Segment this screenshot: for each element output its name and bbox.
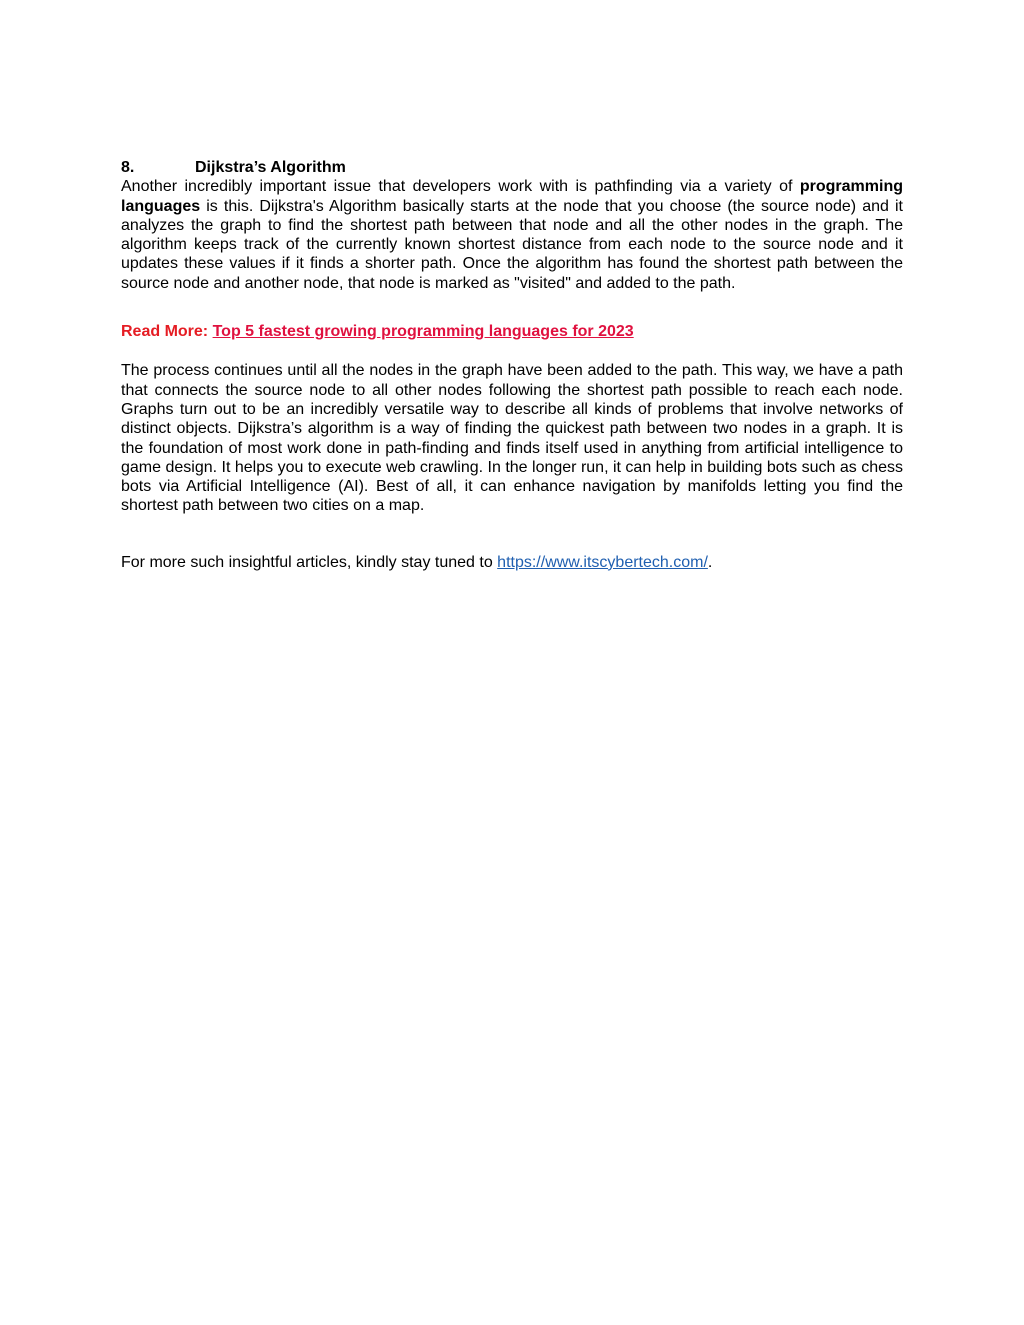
section-number: 8. bbox=[121, 159, 135, 176]
intro-text-part2: is this. Dijkstra's Algorithm basically starts at the node that you choose (the source node) and it analyzes the graph to find the shortest path between that node and all the other nodes in the graph. The algorithm keeps track of the currently known shortest distance from each node to the source node and it updates these values if it finds a shorter path. Once the algorithm has found the shortest path between the source node and another node, that node is marked as "visited" and added to the path. bbox=[121, 197, 903, 292]
footer-end: . bbox=[707, 553, 713, 571]
intro-bold-term: programming languages bbox=[121, 178, 903, 215]
body-paragraph: The process continues until all the nodes in the graph have been added to the path. This way, we have a path that connects the source node to all other nodes following the shortest path possible to reach each node. Graphs turn out to be an incredibly versatile way to describe all kinds of problems that involve networks of distinct objects. Dijkstra’s algorithm is a way of finding the quickest path between two nodes in a graph. It is the foundation of most work done in path-finding and finds itself used in anything from artificial intelligence to game design. It helps you to execute web crawling. In the longer run, it can help in building bots such as chess bots via Artificial Intelligence (AI). Best of all, it can enhance navigation by manifolds letting you find the shortest path between two cities on a map. bbox=[121, 362, 903, 515]
read-more-label: Read More: bbox=[121, 323, 213, 341]
section-title: Dijkstra’s Algorithm bbox=[195, 159, 346, 176]
read-more bbox=[121, 322, 903, 341]
intro-text-part1: Another incredibly important issue that developers work with is pathfinding via a variety of bbox=[121, 178, 800, 196]
footer-text: For more such insightful articles, kindly stay tuned to bbox=[121, 553, 498, 571]
document-page bbox=[121, 158, 903, 572]
intro-paragraph bbox=[121, 177, 903, 293]
read-more-link[interactable]: Top 5 fastest growing programming languages for 2023 bbox=[212, 323, 634, 341]
footer-line bbox=[121, 553, 903, 572]
section-heading bbox=[121, 158, 903, 177]
footer-link[interactable]: https://www.itscybertech.com/ bbox=[497, 553, 708, 571]
